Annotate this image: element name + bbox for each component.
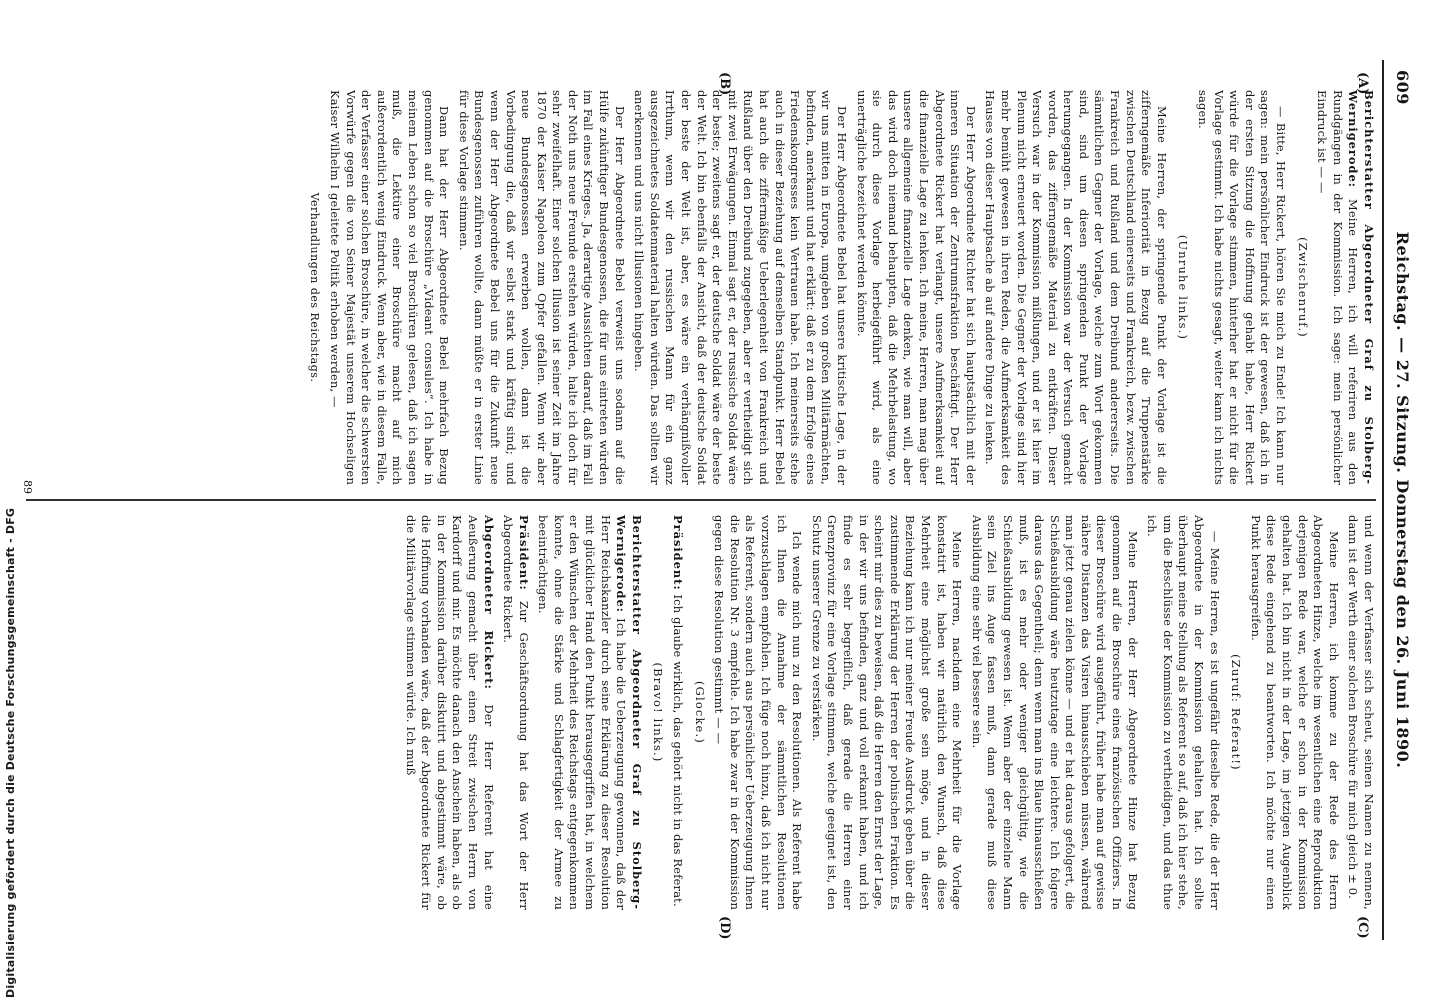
speaker-name: Präsident:	[671, 515, 686, 591]
page-header	[1382, 70, 1418, 930]
paragraph	[669, 515, 685, 910]
speaker-name: Berichterstatter Abgeordneter Graf zu Stolberg-Wernigerode:	[614, 515, 644, 910]
paragraph	[535, 515, 644, 910]
paragraph	[1314, 90, 1376, 485]
volume-footer: Verhandlungen des Reichstags.	[308, 192, 322, 383]
paragraph: Ich wende mich nun zu den Resolutionen. Als Referent habe ich Ihnen die Annahme der sämmtlichen Resolutionen vorzuschlagen empfohlen. Ich füge noch hinzu, daß ich nicht nur als Referent, sondern auch aus persönlicher Ueberzeugung Ihnen die Resolution Nr. 3 empfehle. Ich habe zwar in der Kommission gegen diese Resolution gestimmt — —	[712, 515, 805, 910]
running-head: Reichstag. — 27. Sitzung. Donnerstag den 26. Juni 1890.	[1393, 231, 1412, 769]
stage-direction: (Bravo! links.)	[651, 662, 666, 763]
speaker-name: Abgeordneter Rickert:	[481, 515, 496, 690]
speaker-name: Präsident:	[516, 515, 531, 591]
margin-marker-a: (A)	[1355, 72, 1370, 95]
paragraph: — Bitte, Herr Rickert, hören Sie mich zu Ende! Ich kann nur sagen: mein persönlicher Eindruck ist der gewesen, daß ich in der ersten Sitzung die Hoffnung gehabt habe, Herr Rickert würde für die Vorlage stimmen, hinterher hat er nicht für die Vorlage gestimmt. Ich habe nichts gesagt, weiter kann ich nichts sagen.	[1196, 90, 1289, 485]
header-rule	[1382, 60, 1384, 940]
paragraph: Der Herr Abgeordnete Bebel verweist uns sodann auf die Hülfe zukünftiger Bundesgenossen, die für uns eintreten würden im Fall eines Krieges. Ja, derartige Aussichten darauf, daß im Fall der Noth uns neue Freunde erstehen würden, halte ich doch für sehr zweifelhaft. Einer solchen Illusion ist seiner Zeit im Jahre 1870 der Kaiser Napoleon zum Opfer gefallen. Wenn wir aber neue Bundesgenossen erwerben wollen, dann ist die Vorbedingung die, daß wir selbst stark und kräftig sind; und wenn der Herr Abgeordnete Bebel uns für die Zukunft neue Bundesgenossen zuführen wollte, dann müßte er in erster Linie für diese Vorlage stimmen.	[456, 90, 627, 485]
stage-direction: (Glocke.)	[692, 681, 707, 744]
digitization-credit: Digitalisierung gefördert durch die Deutsche Forschungsgemeinschaft - DFG	[4, 507, 17, 998]
speech-text: Ich habe die Ueberzeugung gewonnen, daß der Herr Reichskanzler durch seine Erklärung zu dieser Resolution mit glücklicher Hand den Punkt herausgegriffen hat, in welchem er den Wünschen der Mehrheit des Reichstags entgegenkommen konnte, ohne die Stärke und Schlagfertigkeit der Armee zu beeinträchtigen.	[536, 515, 629, 910]
paragraph: Meine Herren, der springende Punkt der Vorlage ist die zifferngemäße Inferiorität in Bezug auf die Truppenstärke zwischen Deutschland einerseits und Frankreich, bezw. zwischen Frankreich und Rußland und dem Dreibund andererseits. Die sämmtlichen Gegner der Vorlage, welche zum Wort gekommen sind, sind um diesen springenden Punkt der Vorlage herumgegangen. In der Kommission war der Versuch gemacht worden, das zifferngemäße Material zu entkräften. Dieser Versuch war in der Kommission mißlungen, und er ist hier im Plenum nicht erneuert worden. Die Gegner der Vorlage sind hier mehr bemüht gewesen in ihren Reden, die Aufmerksamkeit des Hauses von dieser Hauptsache ab auf andere Dinge zu lenken.	[983, 90, 1169, 485]
margin-marker-b: (B)	[717, 72, 732, 96]
margin-marker-d: (D)	[717, 916, 732, 940]
speaker-name: Berichterstatter Abgeordneter Graf zu Stolberg-Wernigerode:	[1346, 90, 1376, 485]
left-column	[22, 90, 1376, 485]
stage-direction: (Zwischenruf.)	[1295, 237, 1310, 338]
speech-text: Meine Herren, ich will referiren aus den Rundgängen in der Kommission. Ich sage: mein persönlicher Eindruck ist — —	[1315, 90, 1361, 485]
column-rule	[26, 499, 1376, 501]
paragraph: Meine Herren, der Herr Abgeordnete Hinze hat Bezug genommen auf die Broschüre eines französischen Offiziers. In dieser Broschüre wird ausgeführt, früher habe man auf gewisse nähere Distanzen das Visiren hinausschieben müssen, während man jetzt genau zielen könne — und er hat daraus gefolgert, die Schießausbildung wäre heutzutage eine leichtere. Ich folgere daraus das Gegentheil; denn wenn man ins Blaue hinausschießen muß, ist es mehr oder weniger gleichgültig, wie die Schießausbildung gewesen ist. Wenn aber der einzelne Mann sein Ziel ins Auge fassen muß, dann gerade muß diese Ausbildung eine sehr viel bessere sein.	[969, 515, 1140, 910]
page-number: 609	[1393, 70, 1412, 105]
paragraph: Dann hat der Herr Abgeordnete Bebel mehrfach Bezug genommen auf die Broschüre „Videant consules“. Ich habe in meinem Leben schon so viel Broschüren gelesen, daß ich sagen muß, die Lektüre einer Broschüre macht auf mich außerordentlich wenig Eindruck. Wenn aber, wie in diesem Falle, der Verfasser einer solchen Broschüre, in welcher die schwersten Vorwürfe gegen die von Seiner Majestät unserem Hochseligen Kaiser Wilhelm I geleitete Politik erhoben werden, —	[328, 90, 452, 485]
paragraph	[500, 515, 531, 910]
paragraph: Meine Herren, ich komme zu der Rede des Herrn Abgeordneten Hinze, welche im wesentlichen eine Reproduktion derjenigen Rede war, welche er schon in der Kommission gehalten hat. Ich bin nicht in der Lage, im jetzigen Augenblick diese Rede eingehend zu beantworten. Ich möchte nur einen Punkt herausgreifen.	[1248, 515, 1341, 910]
speech-text: Zur Geschäftsordnung hat das Wort der Herr Abgeordnete Rickert.	[501, 515, 531, 910]
paragraph: und wenn der Verfasser sich scheut, seinen Namen zu nennen, dann ist der Werth einer solchen Broschüre für mich gleich ± 0.	[1346, 515, 1376, 910]
stage-direction: (Unruhe links.)	[1176, 234, 1191, 341]
stage-direction: (Zuruf: Referat!)	[1229, 654, 1244, 771]
right-column	[22, 515, 1376, 910]
paragraph	[402, 515, 496, 910]
speech-text: Ich glaube wirklich, das gehört nicht in das Referat.	[671, 590, 686, 907]
paragraph: Der Herr Abgeordnete Bebel hat unsere kritische Lage, in der wir uns mitten in Europa, umgeben von großen Militärmächten, befinden, anerkannt und hat erklärt: daß er zu dem Erfolge eines Friedenskongresses kein Vertrauen habe. Ich meinerseits stehe auch in dieser Beziehung auf demselben Standpunkt. Herr Bebel hat auch die ziffermäßige Ueberlegenheit von Frankreich und Rußland über den Dreibund zugegeben, aber er vertheidigt sich mit zwei Erwägungen. Einmal sagt er, der russische Soldat wäre der beste; zweitens sagt er, der deutsche Soldat wäre der beste der Welt. Ich bin ebenfalls der Ansicht, daß der deutsche Soldat der beste der Welt ist, aber, es wäre ein verhängnißvoller Irrthum, wenn wir den russischen Mann für ein ganz ausgezeichnetes Soldatenmaterial halten würden. Das sollten wir anerkennen und uns nicht Illusionen hingeben.	[632, 90, 849, 485]
paragraph: Meine Herren, nachdem eine Mehrheit für die Vorlage konstatirt ist, haben wir natürlich den Wunsch, daß diese Mehrheit eine möglichst große sein möge, und in dieser Beziehung kann ich nur meiner Freude Ausdruck geben über die zustimmende Erklärung der Herren der polnischen Fraktion. Es scheint mir dies zu beweisen, daß die Herren den Ernst der Lage, in der wir uns befinden, ganz und voll erkannt haben, und ich finde es sehr begreiflich, daß gerade die Herren einer Grenzprovinz für eine Vorlage stimmen, welche geeignet ist, den Schutz unserer Grenze zu verstärken.	[809, 515, 965, 910]
margin-marker-c: (C)	[1355, 916, 1370, 939]
folio-number: 89	[21, 480, 34, 494]
speech-text: Der Herr Referent hat eine Aeußerung gemacht über einen Streit zwischen Herrn von Kardorff und mir. Es möchte danach den Anschein haben, als ob in der Kommission darüber diskutirt und abgestimmt wäre, ob die Hoffnung vorhanden wäre, daß der Abgeordnete Rickert für die Militärvorlage stimmen würde. Ich muß	[403, 515, 496, 910]
paragraph: Der Herr Abgeordnete Richter hat sich hauptsächlich mit der inneren Situation der Zentrumsfraktion beschäftigt. Der Herr Abgeordnete Rickert hat verlangt, unsere Aufmerksamkeit auf die finanzielle Lage zu lenken. Ich meine, Herren, man mag über unsere allgemeine finanzielle Lage denken, wie man will, aber das wird doch niemand behaupten, daß die Mehrbelastung, wo sie durch diese Vorlage herbeigeführt wird, als eine unerträgliche bezeichnet werden könnte.	[854, 90, 978, 485]
paragraph: — Meine Herren, es ist ungefähr dieselbe Rede, die der Herr Abgeordnete in der Kommission gehalten hat. Ich sollte überhaupt meine Stellung als Referent so auf, daß ich hier stehe, um die Beschlüsse der Kommission zu vertheidigen, und das thue ich.	[1145, 515, 1222, 910]
